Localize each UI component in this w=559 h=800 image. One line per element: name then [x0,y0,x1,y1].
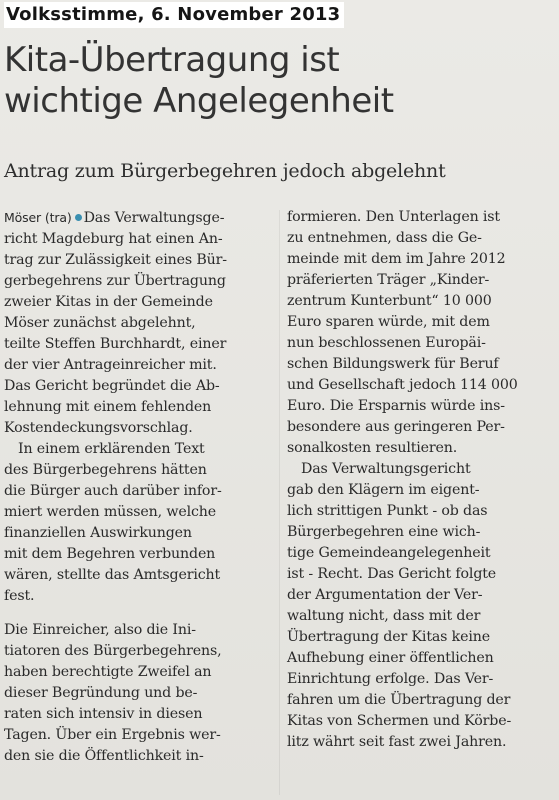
headline-line: Kita-Übertragung ist [4,40,340,80]
text-line: Übertragung der Kitas keine [287,629,490,645]
text-line: Einrichtung erfolge. Das Ver- [287,671,494,687]
text-line: zweier Kitas in der Gemeinde [4,294,213,310]
paragraph [4,620,272,767]
text-line: besondere aus geringeren Per- [287,419,505,435]
text-line: lich strittigen Punkt - ob das [287,503,488,519]
text-line: ist - Recht. Das Gericht folgte [287,566,497,582]
text-line: schen Bildungswerk für Beruf [287,356,499,372]
text-line: Euro sparen würde, mit dem [287,314,490,330]
text-line: waltung nicht, dass mit der [287,608,481,624]
text-line: Aufhebung einer öffentlichen [287,650,494,666]
text-line: zentrum Kunterbunt“ 10 000 [287,293,492,309]
text-line: richt Magdeburg hat einen An- [4,231,223,247]
text-line: raten sich intensiv in diesen [4,706,203,722]
paragraph-gap [4,607,272,620]
text-line: den sie die Öffentlichkeit in- [4,748,204,764]
byline: Möser (tra) [4,210,72,225]
text-line: der Argumentation der Ver- [287,587,483,603]
column-divider [279,210,280,795]
text-line: litz währt seit fast zwei Jahren. [287,734,507,750]
text-line: Tagen. Über ein Ergebnis wer- [4,727,221,743]
text-line: haben berechtigte Zweifel an [4,664,212,680]
text-line: Das Verwaltungsgericht [301,461,471,477]
text-line: tiatoren des Bürgerbegehrens, [4,643,222,659]
text-line: des Bürgerbegehrens hätten [4,462,207,478]
article-column-left [4,207,272,767]
paragraph [4,207,272,439]
paragraph [4,439,272,607]
text-line: fest. [4,588,35,604]
paragraph [287,207,555,459]
headline-line: wichtige Angelegenheit [4,81,394,121]
article-column-right [287,207,555,753]
text-line: Möser zunächst abgelehnt, [4,315,196,331]
text-line: präferierten Träger „Kinder- [287,272,490,288]
text-line: und Gesellschaft jedoch 114 000 [287,377,518,393]
text-line: trag zur Zulässigkeit eines Bür- [4,252,227,268]
text-line: nun beschlossenen Europäi- [287,335,486,351]
text-line: mit dem Begehren verbunden [4,546,216,562]
text-line: Bürgerbegehren eine wich- [287,524,481,540]
paragraph-first-line [4,207,272,229]
paragraph [287,459,555,753]
text-line: teilte Steffen Burchhardt, einer [4,336,227,352]
text-line: finanziellen Auswirkungen [4,525,192,541]
text-line: formieren. Den Unterlagen ist [287,209,500,225]
text-line: fahren um die Übertragung der [287,692,511,708]
text-line: gab den Klägern im eigent- [287,482,480,498]
text-line: tige Gemeindeangelegenheit [287,545,491,561]
text-line: dieser Begründung und be- [4,685,198,701]
text-line: die Bürger auch darüber infor- [4,483,222,499]
text-line: Kostendeckungsvorschlag. [4,420,193,436]
text-line: gerbegehrens zur Übertragung [4,273,226,289]
text-line: sonalkosten resultieren. [287,440,458,456]
subheadline: Antrag zum Bürgerbegehren jedoch abgelehnt [4,160,446,182]
text-line: Die Einreicher, also die Ini- [4,622,196,638]
text-line: Euro. Die Ersparnis würde ins- [287,398,505,414]
text-line: lehnung mit einem fehlenden [4,399,212,415]
text-line: meinde mit dem im Jahre 2012 [287,251,506,267]
text-line: der vier Antrageinreicher mit. [4,357,217,373]
text-line: Das Verwaltungsge- [83,210,225,226]
text-line: miert werden müssen, welche [4,504,217,520]
text-line: Das Gericht begründet die Ab- [4,378,220,394]
headline [4,40,556,122]
bullet-dot-icon [75,214,82,221]
text-line: In einem erklärenden Text [18,441,205,457]
text-line: zu entnehmen, dass die Ge- [287,230,482,246]
text-line: Kitas von Schermen und Körbe- [287,713,512,729]
source-label: Volksstimme, 6. November 2013 [4,2,344,28]
text-line: wären, stellte das Amtsgericht [4,567,221,583]
